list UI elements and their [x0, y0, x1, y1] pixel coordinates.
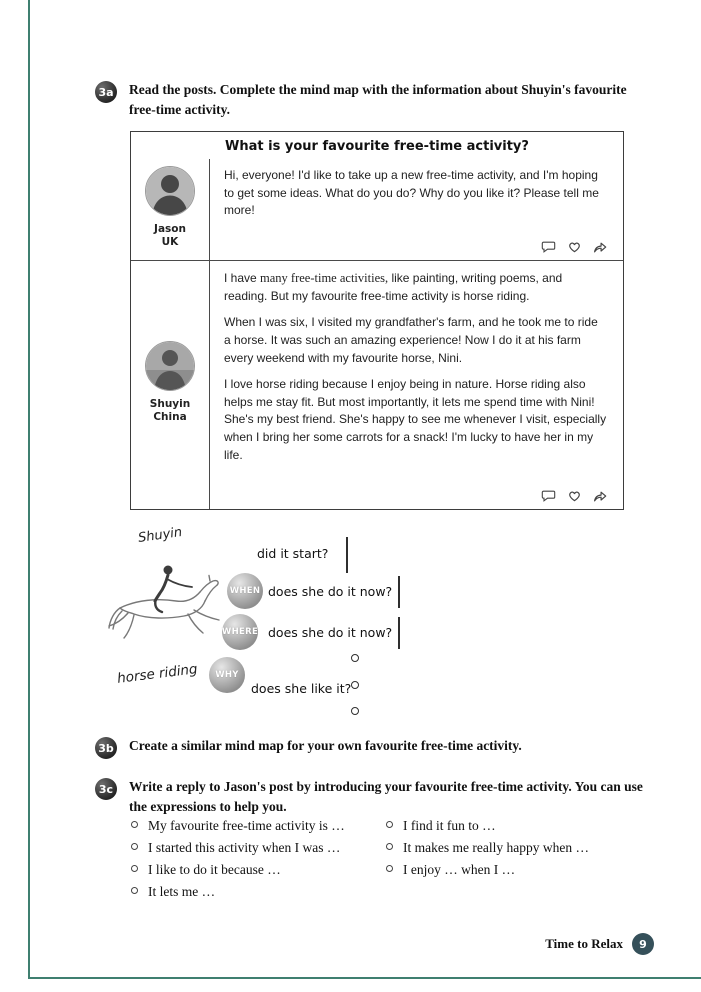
mindmap-question-when-start: did it start? [257, 546, 329, 561]
post-shuyin [131, 260, 623, 509]
exercise-3c-badge: 3c [95, 778, 117, 800]
mind-map [0, 520, 701, 732]
exercise-3b [95, 736, 649, 759]
answer-line [398, 617, 400, 649]
forum-posts-box [130, 131, 624, 510]
comment-icon [541, 490, 556, 502]
answer-line [346, 537, 348, 573]
expression-text: I started this activity when I was … [148, 840, 341, 855]
bullet-icon [131, 843, 138, 850]
bullet-icon [131, 865, 138, 872]
share-icon [593, 241, 607, 253]
unit-title: Time to Relax [545, 936, 623, 951]
horse-riding-illustration [106, 560, 232, 657]
expression-text: It lets me … [148, 884, 216, 899]
expressions-column-2 [386, 818, 589, 884]
answer-bullet [351, 707, 359, 715]
p1-rest: like painting, writing poems, and reading. But my favourite free-time activity is horse riding. [224, 271, 563, 303]
expression-text: I like to do it because … [148, 862, 281, 877]
p1-lead: I have [224, 271, 261, 285]
expression-item [131, 818, 345, 834]
mindmap-bubble-where: WHERE [222, 614, 258, 650]
jason-avatar [145, 166, 195, 216]
bullet-icon [131, 821, 138, 828]
mindmap-bubble-why: WHY [209, 657, 245, 693]
expression-text: It makes me really happy when … [403, 840, 589, 855]
comment-icon [541, 241, 556, 253]
exercise-3b-instruction: Create a similar mind map for your own favourite free-time activity. [129, 738, 522, 753]
exercise-3b-badge: 3b [95, 737, 117, 759]
exercise-3a [95, 80, 634, 121]
exercise-3a-badge: 3a [95, 81, 117, 103]
mindmap-question-why: does she like it? [251, 681, 352, 696]
expression-item [386, 818, 589, 834]
answer-bullet [351, 681, 359, 689]
expression-text: I enjoy … when I … [403, 862, 516, 877]
post-shuyin-body [210, 261, 623, 509]
post-text-paragraph-1 [224, 269, 607, 305]
answer-bullet [351, 654, 359, 662]
share-icon [593, 490, 607, 502]
post-text-paragraph-2: When I was six, I visited my grandfather's farm, and he took me to ride a horse. It was such an amazing experience! Now I do it at his farm every weekend with my favourite horse, Nini. [224, 315, 598, 365]
mindmap-question-where: does she do it now? [268, 625, 393, 640]
heart-icon [568, 490, 581, 502]
post-text-paragraph-3: I love horse riding because I enjoy being in nature. Horse riding also helps me stay fit. But most importantly, it lets me spend time with Nini! She's my best friend. She's happy to see me whenever I visit, especially when I bring her some carrots for a snack! I'm lucky to have her in my life. [224, 377, 607, 462]
heart-icon [568, 241, 581, 253]
author-country: UK [161, 236, 179, 249]
mindmap-person-label: Shuyin [137, 524, 184, 547]
bullet-icon [386, 865, 393, 872]
mindmap-activity-label: horse riding [116, 661, 199, 687]
forum-title: What is your favourite free-time activity? [225, 139, 529, 154]
exercise-3c-instruction: Write a reply to Jason's post by introducing your favourite free-time activity. You can use the expressions to help you. [129, 779, 643, 815]
post-actions [224, 490, 607, 504]
expression-item [131, 884, 345, 900]
exercise-3a-instruction: Read the posts. Complete the mind map with the information about Shuyin's favourite free-time activity. [129, 82, 627, 118]
p1-vocab-highlight: many free-time activities, [260, 271, 389, 285]
expression-text: I find it fun to … [403, 818, 496, 833]
mindmap-question-when-now: does she do it now? [268, 584, 393, 599]
page-edge-line-bottom [28, 977, 701, 979]
author-name: Jason [154, 223, 186, 235]
page-edge-line-left [28, 0, 30, 979]
shuyin-avatar [145, 341, 195, 391]
expression-text: My favourite free-time activity is … [148, 818, 345, 833]
bullet-icon [386, 843, 393, 850]
post-text: Hi, everyone! I'd like to take up a new free-time activity, and I'm hoping to get some ideas. What do you do? Why do you like it? Please tell me more! [224, 168, 599, 218]
exercise-3c [95, 777, 649, 818]
expression-item [131, 862, 345, 878]
post-actions [224, 241, 607, 255]
expression-item [386, 862, 589, 878]
mindmap-bubble-when: WHEN [227, 573, 263, 609]
expressions-column-1 [131, 818, 345, 906]
author-name: Shuyin [149, 398, 191, 410]
page-footer [545, 933, 654, 955]
post-jason-author-panel [131, 159, 210, 260]
bullet-icon [131, 887, 138, 894]
expression-item [386, 840, 589, 856]
post-jason [131, 159, 623, 260]
expression-item [131, 840, 345, 856]
post-shuyin-author-panel [131, 261, 210, 509]
post-jason-body [210, 159, 623, 260]
answer-line [398, 576, 400, 608]
page-number-badge: 9 [632, 933, 654, 955]
bullet-icon [386, 821, 393, 828]
author-country: China [153, 411, 187, 424]
